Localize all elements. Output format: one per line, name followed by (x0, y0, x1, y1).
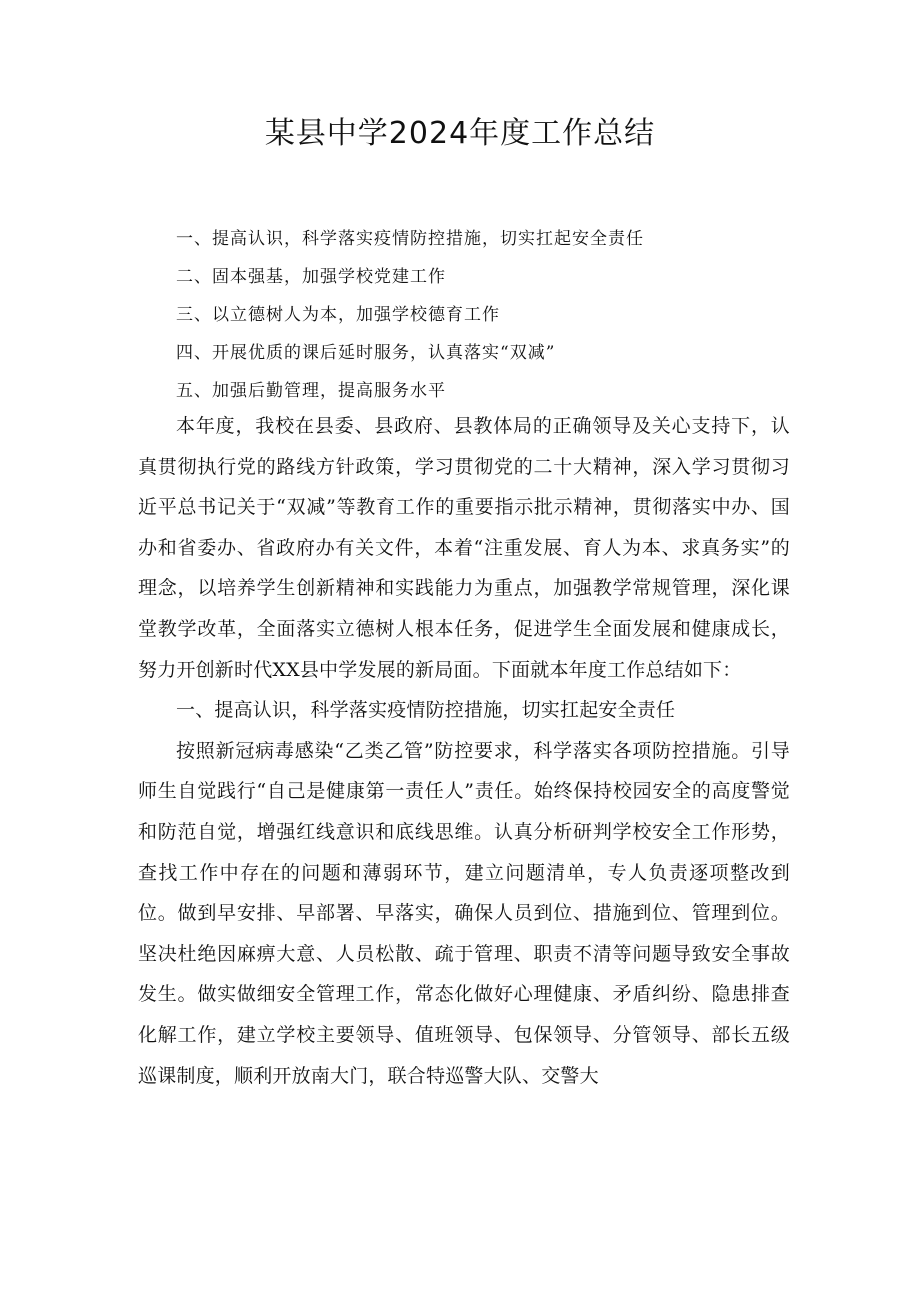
document-body (138, 406, 790, 1096)
toc-item: 三、以立德树人为本，加强学校德育工作 (176, 305, 500, 325)
toc-item: 四、开展优质的课后延时服务，认真落实“双减” (176, 343, 556, 363)
section-heading: 一、提高认识，科学落实疫情防控措施，切实扛起安全责任 (176, 699, 676, 722)
toc-item: 一、提高认识，科学落实疫情防控措施，切实扛起安全责任 (176, 229, 644, 249)
intro-paragraph: 本年度，我校在县委、县政府、县教体局的正确领导及关心支持下，认真贯彻执行党的路线方针政策，学习贯彻党的二十大精神，深入学习贯彻习近平总书记关于“双减”等教育工作的重要指示批示精神，贯彻落实中办、国办和省委办、省政府办有关文件，本着“注重发展、育人为本、求真务实”的理念，以培养学生创新精神和实践能力为重点，加强教学常规管理，深化课堂教学改革，全面落实立德树人根本任务，促进学生全面发展和健康成长，努力开创新时代XX县中学发展的新局面。下面就本年度工作总结如下： (138, 415, 790, 681)
toc-item: 五、加强后勤管理，提高服务水平 (176, 381, 446, 401)
document-title: 某县中学2024年度工作总结 (264, 116, 656, 151)
section-paragraph: 按照新冠病毒感染“乙类乙管”防控要求，科学落实各项防控措施。引导师生自觉践行“自己是健康第一责任人”责任。始终保持校园安全的高度警觉和防范自觉，增强红线意识和底线思维。认真分析研判学校安全工作形势，查找工作中存在的问题和薄弱环节，建立问题清单，专人负责逐项整改到位。做到早安排、早部署、早落实，确保人员到位、措施到位、管理到位。坚决杜绝因麻痹大意、人员松散、疏于管理、职责不清等问题导致安全事故发生。做实做细安全管理工作，常态化做好心理健康、矛盾纠纷、隐患排查化解工作，建立学校主要领导、值班领导、包保领导、分管领导、部长五级巡课制度，顺利开放南大门，联合特巡警大队、交警大 (138, 739, 790, 1087)
toc-item: 二、固本强基，加强学校党建工作 (176, 267, 446, 287)
table-of-contents (176, 220, 644, 410)
